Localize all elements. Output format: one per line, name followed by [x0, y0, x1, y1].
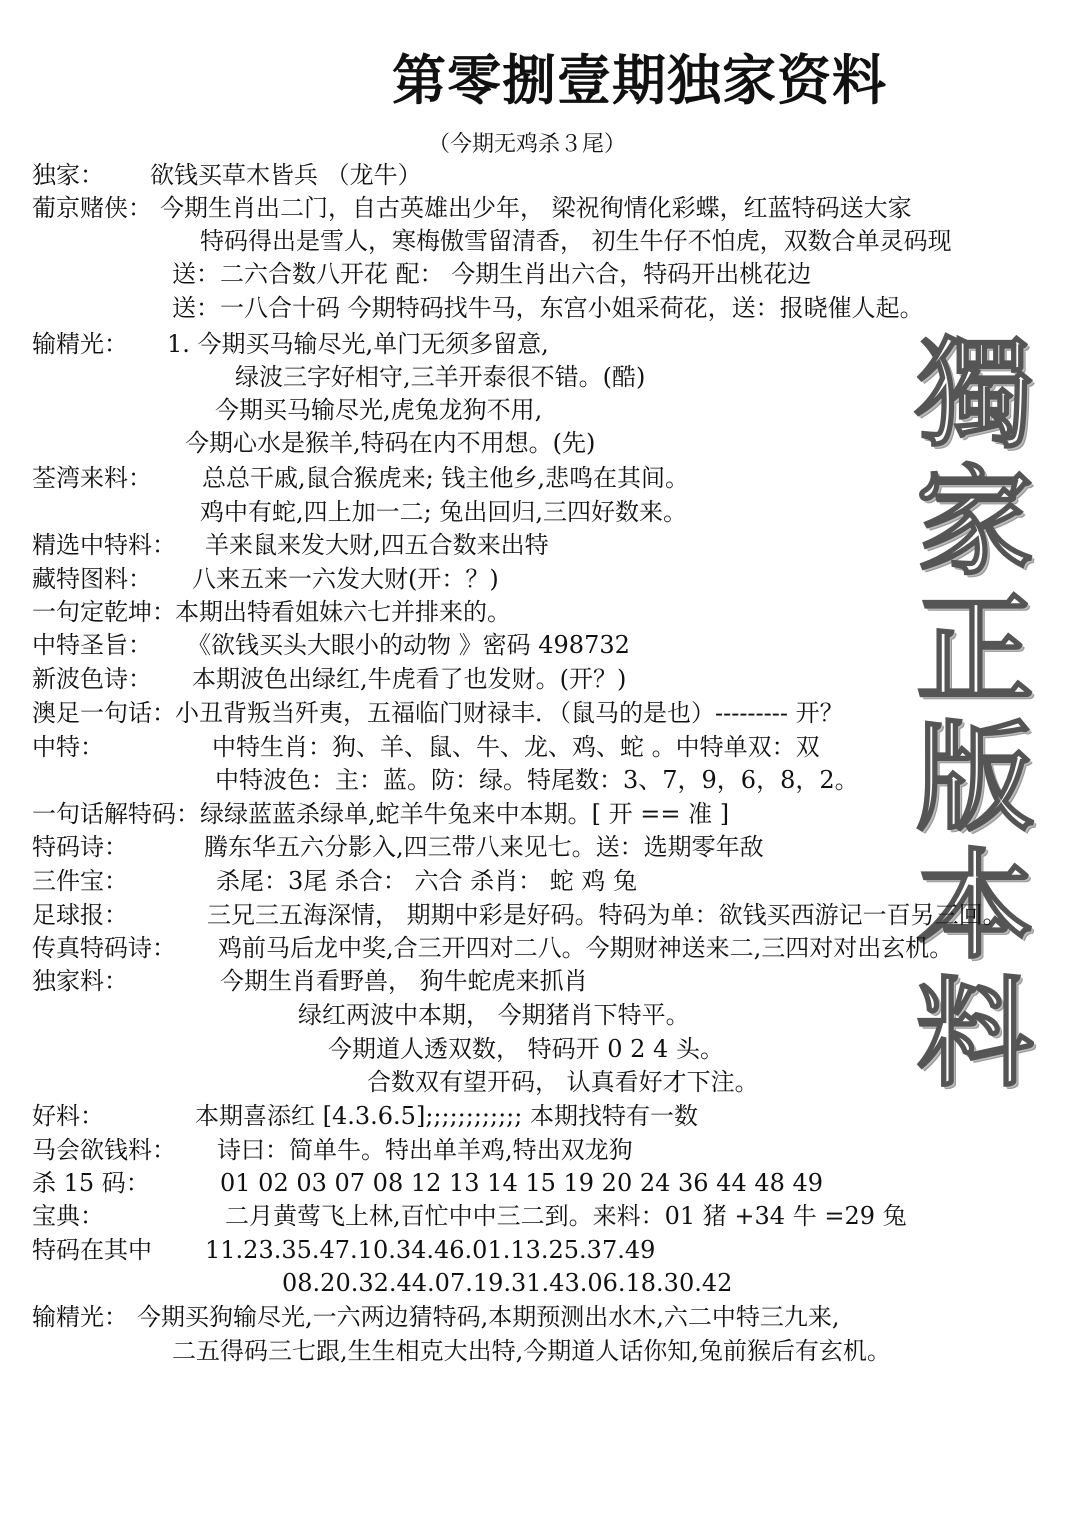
line-label: 一句定乾坤： [32, 598, 176, 626]
line-text: 杀尾：3尾 杀合： 六合 杀肖： 蛇 鸡 兔 [216, 867, 638, 895]
line-text: 腾东华五六分影入,四三带八来见七。送：选期零年敌 [204, 833, 764, 861]
page-subtitle: （今期无鸡杀３尾） [428, 132, 627, 157]
line-text: 《欲钱买头大眼小的动物 》密码 498732 [187, 631, 630, 659]
line-text: 今期心水是猴羊,特码在内不用想。(先) [185, 429, 596, 457]
line-text: 送：二六合数八开花 配： 今期生肖出六合，特码开出桃花边 [172, 260, 812, 288]
line-label: 传真特码诗： [32, 934, 176, 962]
watermark-char: 家 [915, 452, 1034, 591]
line-label: 独家料： [32, 967, 128, 995]
line-text: 08.20.32.44.07.19.31.43.06.18.30.42 [282, 1269, 733, 1297]
line-text: 本期出特看姐妹六七并排来的。 [175, 598, 511, 626]
line-text: 绿绿蓝蓝杀绿单,蛇羊牛兔来中本期。[ 开 == 准 ] [200, 800, 730, 828]
line-text: 本期波色出绿红,牛虎看了也发财。(开？) [192, 665, 627, 693]
line-text: 八来五来一六发大财(开：？) [192, 565, 499, 593]
watermark-char: 本 [915, 836, 1034, 975]
line-label: 一句话解特码： [32, 800, 200, 828]
watermark-char: 料 [915, 964, 1034, 1103]
line-label: 输精光： [32, 330, 128, 358]
line-label: 荃湾来料： [32, 464, 152, 492]
line-text: 本期喜添红 [4.3.6.5];;;;;;;;;;;; 本期找特有一数 [195, 1102, 698, 1130]
line-text: 合数双有望开码， 认真看好才下注。 [367, 1068, 759, 1096]
line-text: 诗曰：简单牛。特出单羊鸡,特出双龙狗 [217, 1136, 633, 1164]
line-label: 中特： [32, 733, 104, 761]
line-text: 绿波三字好相守,三羊开泰很不错。(酷) [235, 363, 646, 391]
watermark-stamp [905, 324, 1045, 1103]
line-text: 今期生肖看野兽， 狗牛蛇虎来抓肖 [220, 967, 588, 995]
line-label: 特码诗： [32, 833, 128, 861]
line-text: 鸡中有蛇,四上加一二; 兔出回归,三四好数来。 [200, 498, 687, 526]
line-label: 澳足一句话： [32, 699, 176, 727]
line-text: 01 02 03 07 08 12 13 14 15 19 20 24 36 44 48 49 [220, 1169, 824, 1197]
line-text: 二五得码三七跟,生生相克大出特,今期道人话你知,兔前猴后有玄机。 [172, 1337, 891, 1365]
line-text: 11.23.35.47.10.34.46.01.13.25.37.49 [205, 1236, 656, 1264]
line-label: 独家： [32, 161, 104, 189]
line-label: 葡京赌侠： [32, 194, 152, 222]
line-label: 杀 15 码： [32, 1169, 150, 1197]
line-text: 鸡前马后龙中奖,合三开四对二八。今期财神送来二,三四对对出玄机。 [218, 934, 954, 962]
line-text: 欲钱买草木皆兵 （龙牛） [150, 161, 422, 189]
line-label: 新波色诗： [32, 665, 152, 693]
line-label: 特码在其中 [32, 1236, 152, 1264]
line-text: 绿红两波中本期， 今期猪肖下特平。 [298, 1001, 690, 1029]
line-text: 小丑背叛当歼夷，五福临门财禄丰．（鼠马的是也）--------- 开？ [175, 699, 844, 727]
line-text: 1. 今期买马输尽光,单门无须多留意, [167, 330, 549, 358]
line-text: 今期道人透双数， 特码开 0 2 4 头。 [328, 1035, 724, 1063]
line-label: 精选中特料： [32, 531, 176, 559]
line-label: 输精光： [32, 1303, 128, 1331]
line-text: 今期生肖出二门，自古英雄出少年， 梁祝徇情化彩蝶，红蓝特码送大家 [160, 194, 912, 222]
watermark-char: 獨 [915, 324, 1034, 463]
line-text: 总总干戚,鼠合猴虎来; 钱主他乡,悲鸣在其间。 [202, 464, 689, 492]
line-text: 今期买马输尽光,虎兔龙狗不用, [215, 396, 543, 424]
watermark-char: 正 [915, 580, 1034, 719]
line-text: 三兄三五海深情， 期期中彩是好码。特码为单：欲钱买西游记一百另三回。 [207, 901, 1007, 929]
line-label: 足球报： [32, 901, 128, 929]
line-text: 送：一八合十码 今期特码找牛马，东宫小姐采荷花，送：报晓催人起。 [172, 294, 924, 322]
line-text: 中特波色：主：蓝。防：绿。特尾数：3、7，9，6，8，2。 [215, 766, 859, 794]
line-label: 中特圣旨： [32, 631, 152, 659]
line-label: 好料： [32, 1102, 104, 1130]
page-title: 第零捌壹期独家资料 [392, 48, 887, 112]
line-text: 特码得出是雪人，寒梅傲雪留清香， 初生牛仔不怕虎，双数合单灵码现 [200, 227, 952, 255]
line-text: 羊来鼠来发大财,四五合数来出特 [205, 531, 549, 559]
line-label: 宝典： [32, 1202, 104, 1230]
line-label: 三件宝： [32, 867, 128, 895]
line-label: 马会欲钱料： [32, 1136, 176, 1164]
line-text: 中特生肖：狗、羊、鼠、牛、龙、鸡、蛇 。中特单双：双 [212, 733, 820, 761]
line-label: 藏特图料： [32, 565, 152, 593]
line-text: 今期买狗输尽光,一六两边猜特码,本期预测出水木,六二中特三九来, [137, 1303, 840, 1331]
watermark-char: 版 [915, 708, 1034, 847]
line-text: 二月黄莺飞上林,百忙中中三二到。来料：01 猪 +34 牛 =29 兔 [225, 1202, 907, 1230]
